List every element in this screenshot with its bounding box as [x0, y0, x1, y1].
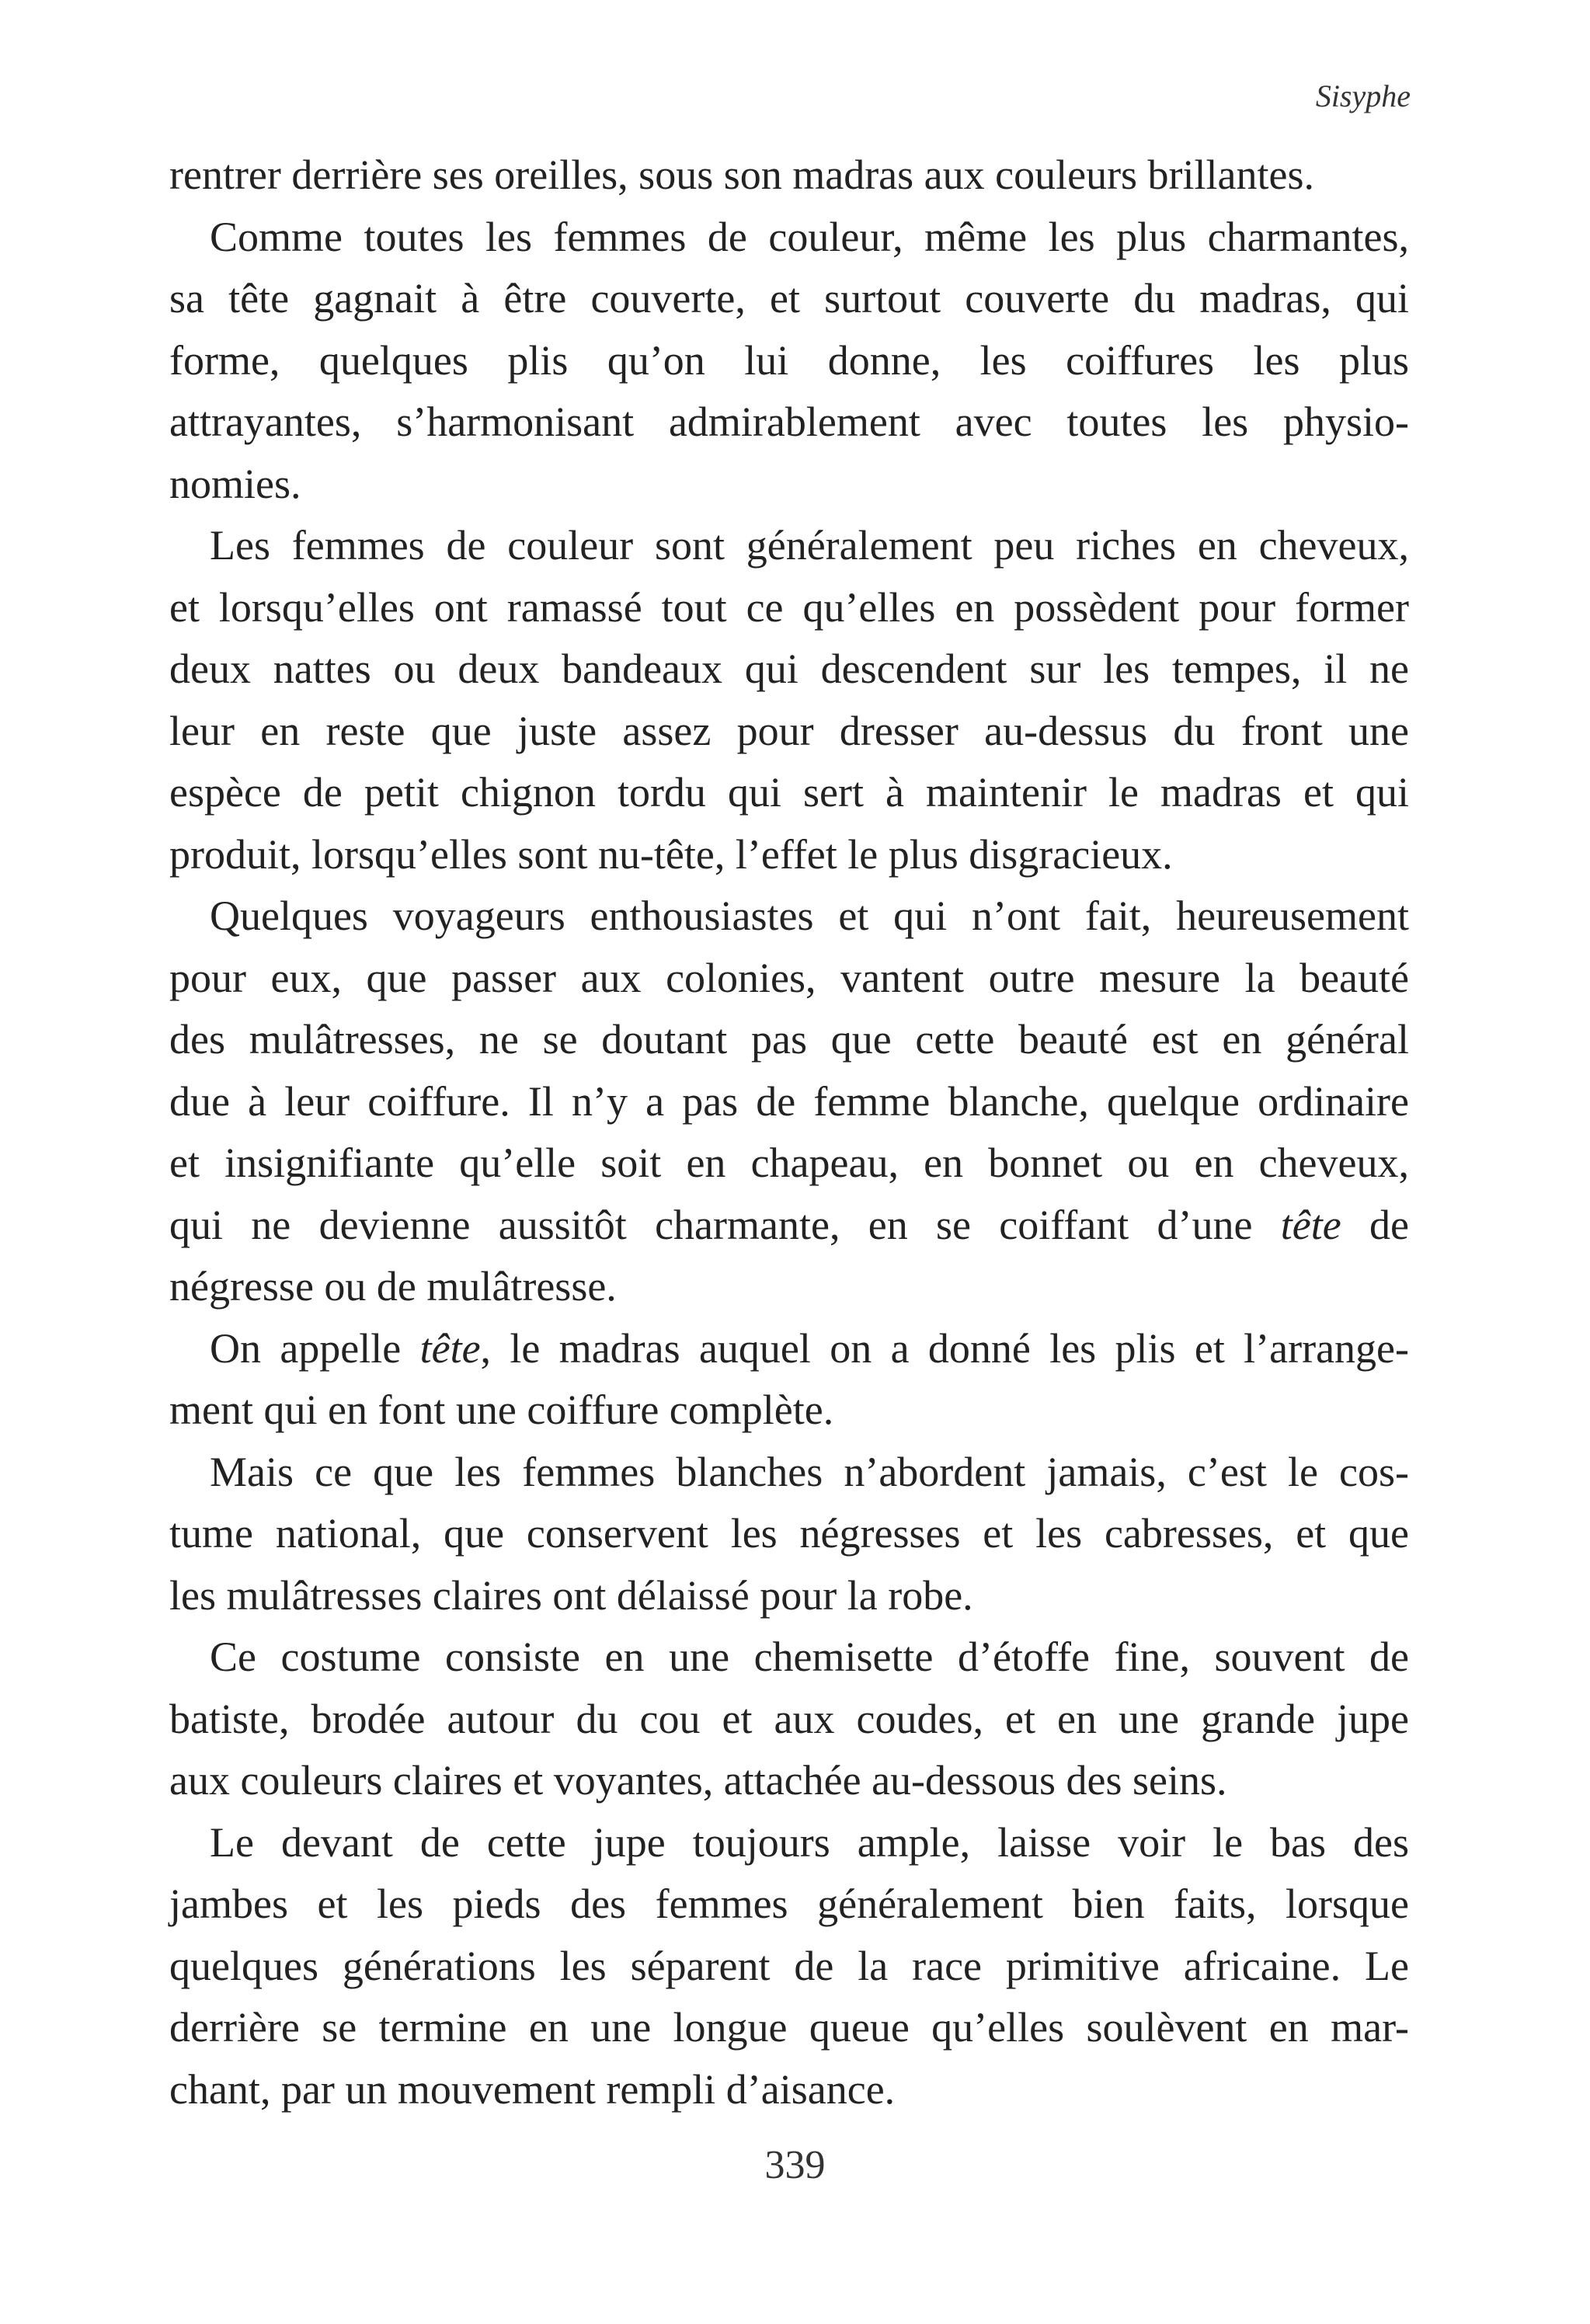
text-line: négresse ou de mulâtresse. — [169, 1263, 617, 1310]
paragraph — [169, 515, 1409, 885]
paragraph — [169, 1442, 1409, 1627]
paragraph — [169, 207, 1409, 516]
text-run: On appelle — [210, 1324, 420, 1372]
paragraph — [169, 1812, 1409, 2121]
text-line: aux couleurs claires et voyantes, attachée au-dessous des seins. — [169, 1757, 1227, 1804]
body-text — [169, 144, 1409, 2120]
text-run: , le madras auquel on a donné les plis et l’arrange- — [480, 1324, 1410, 1372]
text-line: leur en reste que juste assez pour dresser au-dessus du front une — [169, 707, 1409, 754]
text-line: Les femmes de couleur sont généralement peu riches en cheveux, — [210, 522, 1409, 569]
text-line: Quelques voyageurs enthousiastes et qui n’ont fait, heureusement — [210, 892, 1409, 939]
text-line: espèce de petit chignon tordu qui sert à maintenir le madras et qui — [169, 769, 1409, 816]
text-line — [169, 1195, 1409, 1257]
text-line: pour eux, que passer aux colonies, vantent outre mesure la beauté — [169, 954, 1409, 1001]
text-line: et lorsqu’elles ont ramassé tout ce qu’elles en possèdent pour former — [169, 583, 1409, 631]
text-line: batiste, brodée autour du cou et aux coudes, et en une grande jupe — [169, 1695, 1409, 1742]
paragraph — [169, 144, 1409, 207]
text-line: Comme toutes les femmes de couleur, même les plus charmantes, — [210, 213, 1409, 260]
text-line: derrière se termine en une longue queue qu’elles soulèvent en mar- — [169, 2004, 1409, 2051]
paragraph — [169, 885, 1409, 1318]
text-line: due à leur coiffure. Il n’y a pas de femme blanche, quelque ordinaire — [169, 1077, 1409, 1125]
page-number: 339 — [764, 2143, 826, 2187]
running-header: Sisyphe — [1315, 78, 1411, 113]
text-line: attrayantes, s’harmonisant admirablement avec toutes les physio- — [169, 398, 1409, 445]
italic-term: tête — [419, 1324, 481, 1372]
text-line: quelques générations les séparent de la race primitive africaine. Le — [169, 1942, 1409, 1989]
text-line — [169, 1318, 1409, 1380]
text-line: tume national, que conservent les négresses et les cabresses, et que — [169, 1510, 1409, 1557]
text-line: ment qui en font une coiffure complète. — [169, 1386, 834, 1433]
text-line: et insignifiante qu’elle soit en chapeau, en bonnet ou en cheveux, — [169, 1139, 1409, 1186]
text-line: forme, quelques plis qu’on lui donne, les coiffures les plus — [169, 336, 1409, 384]
text-line: rentrer derrière ses oreilles, sous son madras aux couleurs brillantes. — [169, 151, 1315, 198]
text-line: les mulâtresses claires ont délaissé pour la robe. — [169, 1571, 973, 1619]
text-line: nomies. — [169, 460, 301, 507]
text-line: Ce costume consiste en une chemisette d’étoffe fine, souvent de — [210, 1633, 1409, 1680]
text-line: deux nattes ou deux bandeaux qui descendent sur les tempes, il ne — [169, 645, 1409, 692]
italic-term: tête — [1280, 1201, 1341, 1248]
text-run: de — [1341, 1201, 1410, 1248]
text-line: jambes et les pieds des femmes généralement bien faits, lorsque — [169, 1880, 1409, 1927]
text-run: qui ne devienne aussitôt charmante, en se coiffant d’une — [169, 1201, 1281, 1248]
text-line: sa tête gagnait à être couverte, et surtout couverte du madras, qui — [169, 275, 1409, 322]
paragraph — [169, 1318, 1409, 1442]
text-line: chant, par un mouvement rempli d’aisance. — [169, 2065, 896, 2113]
text-line: Le devant de cette jupe toujours ample, laisse voir le bas des — [210, 1818, 1409, 1866]
text-line: des mulâtresses, ne se doutant pas que cette beauté est en général — [169, 1016, 1409, 1063]
text-line: Mais ce que les femmes blanches n’abordent jamais, c’est le cos- — [210, 1448, 1409, 1495]
text-line: produit, lorsqu’elles sont nu-tête, l’effet le plus disgracieux. — [169, 830, 1173, 878]
paragraph — [169, 1626, 1409, 1812]
